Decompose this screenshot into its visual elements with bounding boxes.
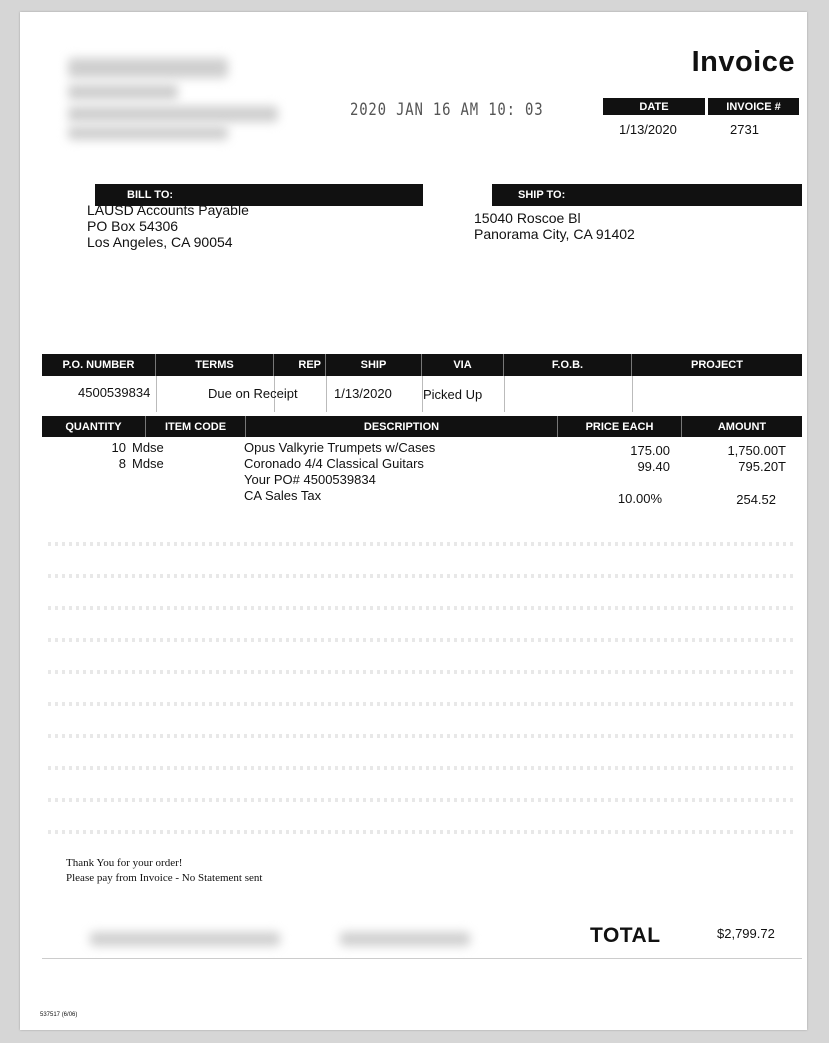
scan-noise — [48, 766, 797, 770]
scan-noise — [48, 606, 797, 610]
page-title: Invoice — [691, 46, 795, 78]
order-divider — [156, 376, 157, 412]
form-code: 537517 (6/06) — [40, 1012, 78, 1018]
item-amount: 1,750.00T — [727, 443, 786, 458]
invoice-page — [20, 12, 807, 1030]
terms-header: TERMS — [156, 354, 274, 376]
order-divider — [632, 376, 633, 412]
invoice-date: 1/13/2020 — [619, 122, 677, 137]
invoice-number-header — [708, 98, 799, 115]
scan-noise — [48, 542, 797, 546]
fob-header: F.O.B. — [504, 354, 632, 376]
line-items-header — [42, 416, 802, 437]
scan-noise — [48, 670, 797, 674]
redacted-footer-left — [90, 932, 280, 946]
total-value: $2,799.72 — [717, 926, 775, 941]
via-value: Picked Up — [423, 387, 483, 402]
item-description: Your PO# 4500539834 — [244, 472, 376, 487]
date-label: DATE — [639, 100, 669, 113]
rep-header: REP — [274, 354, 326, 376]
item-amount: 795.20T — [738, 459, 786, 474]
redacted-company-address — [68, 84, 178, 100]
bill-to-address — [87, 202, 249, 250]
price-each-header: PRICE EACH — [558, 416, 682, 437]
amount-header: AMOUNT — [717, 420, 767, 433]
scan-noise — [48, 798, 797, 802]
ship-to-address — [474, 210, 635, 242]
order-divider — [504, 376, 505, 412]
item-code-header: ITEM CODE — [146, 416, 246, 437]
date-header — [603, 98, 705, 115]
project-header: PROJECT — [691, 359, 743, 371]
redacted-company-name — [68, 58, 228, 78]
received-stamp: 2020 JAN 16 AM 10: 03 — [350, 100, 544, 120]
order-info-header — [42, 354, 802, 376]
redacted-footer-middle — [340, 932, 470, 946]
bill-to-line: Los Angeles, CA 90054 — [87, 234, 233, 250]
terms-value: Due on Receipt — [208, 386, 298, 401]
description-header: DESCRIPTION — [246, 416, 558, 437]
invoice-number: 2731 — [730, 122, 759, 137]
item-description: Coronado 4/4 Classical Guitars — [244, 456, 424, 471]
redacted-company-city — [68, 106, 278, 122]
bill-to-line: LAUSD Accounts Payable — [87, 202, 249, 218]
scan-noise — [48, 702, 797, 706]
ship-header: SHIP — [326, 354, 422, 376]
ship-value: 1/13/2020 — [334, 386, 392, 401]
scan-noise — [48, 638, 797, 642]
item-description: CA Sales Tax — [244, 488, 322, 503]
table-bottom-border — [42, 958, 802, 959]
ship-to-label: SHIP TO: — [518, 189, 566, 201]
redacted-company-phone — [68, 126, 228, 140]
item-price-each: 99.40 — [637, 459, 670, 474]
scan-noise — [48, 734, 797, 738]
bill-to-line: PO Box 54306 — [87, 218, 179, 234]
footer-note — [66, 856, 262, 886]
item-code: Mdse — [132, 440, 164, 455]
via-header: VIA — [422, 354, 504, 376]
ship-to-header — [492, 184, 802, 206]
item-price-each: 10.00% — [617, 491, 662, 506]
po-number-value: 4500539834 — [78, 385, 151, 400]
scan-noise — [48, 830, 797, 834]
po-number-header: P.O. NUMBER — [42, 354, 156, 376]
ship-to-line: 15040 Roscoe Bl — [474, 210, 581, 226]
item-quantity: 10 — [111, 440, 126, 455]
item-amount: 254.52 — [736, 492, 776, 507]
bill-to-label: BILL TO: — [127, 189, 174, 201]
quantity-header: QUANTITY — [42, 416, 146, 437]
payment-note: Please pay from Invoice - No Statement sent — [66, 872, 263, 884]
item-quantity: 8 — [118, 456, 126, 471]
item-code: Mdse — [132, 456, 164, 471]
total-label: TOTAL — [590, 924, 661, 947]
thanks-message: Thank You for your order! — [66, 857, 183, 869]
item-price-each: 175.00 — [630, 443, 670, 458]
invoice-number-label: INVOICE # — [726, 100, 781, 113]
order-divider — [326, 376, 327, 412]
ship-to-line: Panorama City, CA 91402 — [474, 226, 635, 242]
scan-noise — [48, 574, 797, 578]
item-description: Opus Valkyrie Trumpets w/Cases — [244, 440, 436, 455]
